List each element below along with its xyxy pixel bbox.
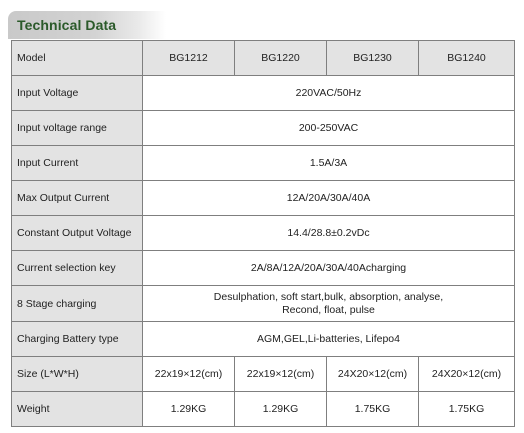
constant-output-voltage-value: 14.4/28.8±0.2vDc bbox=[143, 216, 515, 251]
table-row-input-current bbox=[12, 146, 515, 181]
max-output-current-value: 12A/20A/30A/40A bbox=[143, 181, 515, 216]
row-label-max-output-current: Max Output Current bbox=[12, 181, 143, 216]
size-value: 22x19×12(cm) bbox=[143, 357, 235, 392]
table-row-weight bbox=[12, 392, 515, 427]
row-label-constant-output-voltage: Constant Output Voltage bbox=[12, 216, 143, 251]
stage-charging-line-2: Recond, float, pulse bbox=[282, 303, 375, 316]
table-row-input-voltage-range bbox=[12, 111, 515, 146]
table-row-size bbox=[12, 357, 515, 392]
current-selection-key-value: 2A/8A/12A/20A/30A/40Acharging bbox=[143, 251, 515, 286]
row-label-input-current: Input Current bbox=[12, 146, 143, 181]
table-row-constant-output-voltage bbox=[12, 216, 515, 251]
model-column-header: BG1220 bbox=[235, 41, 327, 76]
stage-charging-line-1: Desulphation, soft start,bulk, absorption, analyse, bbox=[213, 290, 444, 303]
size-value: 24X20×12(cm) bbox=[419, 357, 515, 392]
table-row-model bbox=[12, 41, 515, 76]
row-label-weight: Weight bbox=[12, 392, 143, 427]
model-column-header: BG1230 bbox=[327, 41, 419, 76]
table-row-current-selection-key bbox=[12, 251, 515, 286]
size-value: 24X20×12(cm) bbox=[327, 357, 419, 392]
input-voltage-range-value: 200-250VAC bbox=[143, 111, 515, 146]
table-row-charging-battery-type bbox=[12, 322, 515, 357]
table-row-input-voltage bbox=[12, 76, 515, 111]
row-label-input-voltage: Input Voltage bbox=[12, 76, 143, 111]
row-label-stage-charging: 8 Stage charging bbox=[12, 286, 143, 322]
table-row-stage-charging bbox=[12, 286, 515, 322]
weight-value: 1.75KG bbox=[327, 392, 419, 427]
table-row-max-output-current bbox=[12, 181, 515, 216]
charging-battery-type-value: AGM,GEL,Li-batteries, Lifepo4 bbox=[143, 322, 515, 357]
page-title: Technical Data bbox=[17, 17, 117, 33]
technical-data-table bbox=[11, 40, 515, 427]
model-column-header: BG1212 bbox=[143, 41, 235, 76]
weight-value: 1.75KG bbox=[419, 392, 515, 427]
size-value: 22x19×12(cm) bbox=[235, 357, 327, 392]
stage-charging-value bbox=[143, 286, 515, 322]
weight-value: 1.29KG bbox=[235, 392, 327, 427]
row-label-charging-battery-type: Charging Battery type bbox=[12, 322, 143, 357]
weight-value: 1.29KG bbox=[143, 392, 235, 427]
input-voltage-value: 220VAC/50Hz bbox=[143, 76, 515, 111]
row-label-size: Size (L*W*H) bbox=[12, 357, 143, 392]
row-label-model: Model bbox=[12, 41, 143, 76]
input-current-value: 1.5A/3A bbox=[143, 146, 515, 181]
row-label-current-selection-key: Current selection key bbox=[12, 251, 143, 286]
row-label-input-voltage-range: Input voltage range bbox=[12, 111, 143, 146]
model-column-header: BG1240 bbox=[419, 41, 515, 76]
